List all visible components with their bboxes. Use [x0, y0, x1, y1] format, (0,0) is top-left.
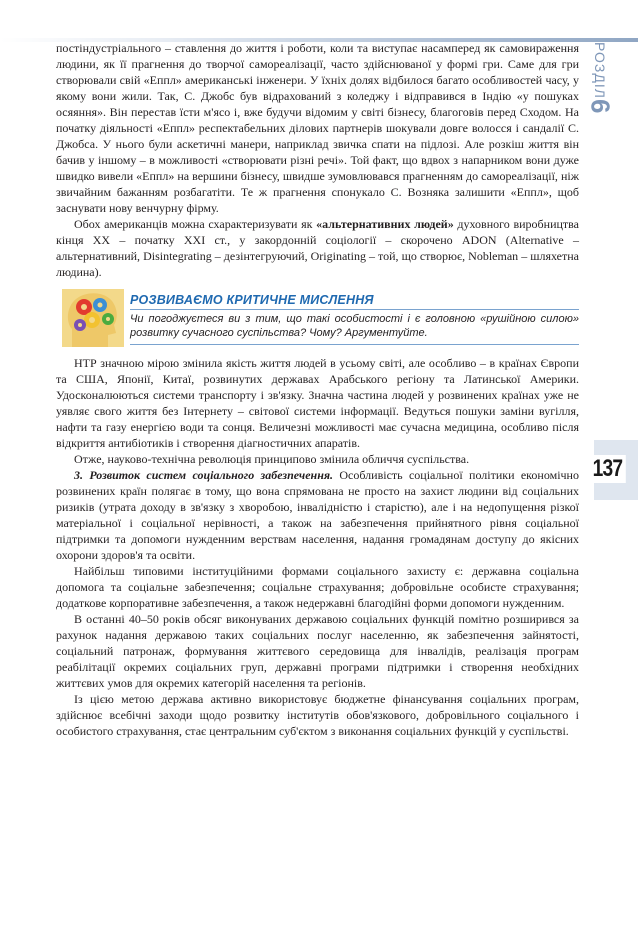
paragraph-5: [56, 467, 579, 563]
critical-thinking-box: [56, 289, 579, 345]
term-alternative-people: «альтернативних людей»: [316, 217, 454, 231]
paragraph-7: В останні 40–50 років обсяг виконуваних державою соціальних функцій помітно розширився за рахунок надання державою таких соціальних послуг населенню, як забезпечення зайнятості, соціальний патронаж, формування життєвого середовища для інвалідів, реалізація програм реабілітації окремих соціальних груп, державні програми підтримки і створення необхідних життєвих умов для окремих категорій населення та регіонів.: [56, 612, 579, 690]
paragraph-5-text: Особливість соціальної політики економічно розвинених країн полягає в тому, що вона спрямована не просто на захист людини від соціальних ризиків (утрата доходу в зв'язку з хворобою, інвалідністю і старістю), але і на недопущення різкої матеріальної і соціальної нерівності, а також на забезпечення прийнятного рівня соціальної підтримки та допомоги нужденним верствам населення, надання громадянам доступу до якісних охорони здоров'я та освіти.: [56, 468, 579, 562]
page-number: 137: [589, 455, 626, 483]
paragraph-2: [56, 216, 579, 280]
box-divider: [130, 309, 579, 310]
section-number: 6: [585, 98, 616, 115]
gears-head-icon: [62, 289, 124, 347]
paragraph-8: Із цією метою держава активно використовує бюджетне фінансування соціальних програм, здійснює всебічні заходи щодо розвитку інститутів обов'язкового, добровільного соціального і особистого страхування, стає центральним суб'єктом з виконання соціальних функцій у суспільстві.: [56, 692, 579, 738]
paragraph-6: Найбільш типовими інституційними формами соціального захисту є: державна соціальна допомога та соціальне забезпечення; соціальне страхування; добровільне особисте страхування; додаткове корпоративне забезпечення, а також недержавні благодійні форми допомоги нужденним.: [56, 564, 579, 610]
section-label-text: РОЗДІЛ: [592, 42, 608, 99]
critical-thinking-title: РОЗВИВАЄМО КРИТИЧНЕ МИСЛЕННЯ: [130, 293, 374, 307]
paragraph-2-start: Обох американців можна схарактеризувати як: [74, 217, 317, 231]
page-body: [56, 40, 579, 739]
paragraph-3: НТР значною мірою змінила якість життя людей в усьому світі, але особливо – в країнах Європи та США, Японії, Китаї, розвинутих державах Арабського регіону та Латинської Америки. Удосконалюються системи транспорту і зв'язку. Значна частина людей у розвинених країнах уже не уявляє свого життя без Інтернету – світової системи інформації. Ведуться пошуки заміни вугілля, нафти та газу енергією води та сонця. Величезні можливості має сучасна медицина, особливо після відкриття антибіотиків і створення діагностичних апаратів.: [56, 356, 579, 450]
paragraph-1: постіндустріального – ставлення до життя і роботи, коли та виступає насамперед як самовираження людини, як її прагнення до творчої самореалізації, часто здійснюваної у формі гри. Саме для гри створювали свій «Еппл» американські інженери. У їхніх долях відбилося багато особливостей часу, у якому вони жили. Так, С. Джобс був відрахований з коледжу і відправився в Індію «у пошуках осяяння». Він перестав їсти м'ясо і, вже будучи відомим у світі бізнесу, благоговів перед Сходом. На початку діяльності «Еппл» респектабельних ділових партнерів шокували довге волосся і сандалії С. Джобса. У нього були аскетичні манери, наприклад звичка спати на підлозі. Але розкіш життя він бачив у іншому – в можливості «створювати різні речі». Той факт, що вдвох з напарником вони дуже швидко вивели «Еппл» на вершини бізнесу, швидше зумовлювався прагненням до самореалізації, ніж звичайним бажанням розбагатіти. Те ж прагнення спонукало С. Возняка залишити «Еппл», щоб заснувати нову венчурну фірму.: [56, 41, 579, 215]
paragraph-4: Отже, науково-технічна революція принципово змінила обличчя суспільства.: [74, 452, 470, 466]
box-bottom-divider: [130, 344, 579, 345]
critical-thinking-question: Чи погоджуєтеся ви з тим, що такі особистості і є головною «рушійною силою» розвитку сучасного суспільства? Чому? Аргументуйте.: [130, 313, 579, 339]
paragraph-2-end: духовного виробництва кінця XX – початку XXI ст., у закордонній соціології – скорочено ADON (Alternative – альтернативний, Disintegrating – дезінтегруючий, Originating – той, що створює, Nobleman – шляхетна людина).: [56, 217, 579, 279]
section-heading-3: 3. Розвиток систем соціального забезпечення.: [74, 468, 334, 482]
section-label: [585, 42, 616, 152]
